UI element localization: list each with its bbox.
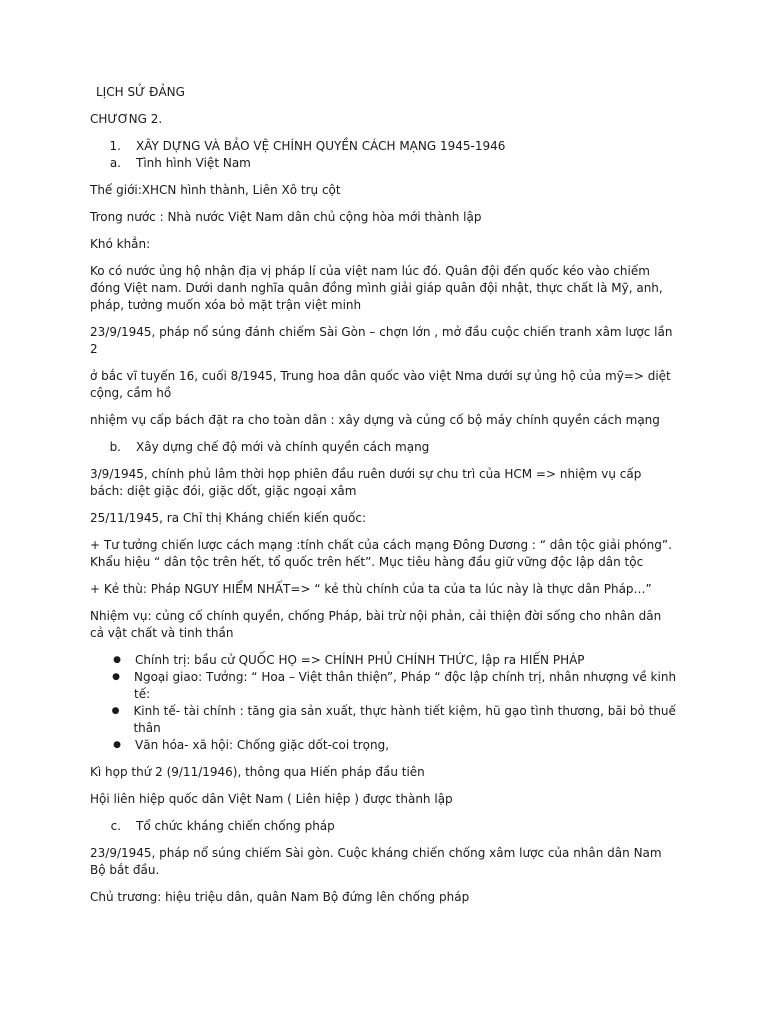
list-item bbox=[90, 737, 678, 754]
paragraph: nhiệm vụ cấp bách đặt ra cho toàn dân : xây dựng và củng cố bộ máy chính quyền cách mạng bbox=[90, 413, 660, 427]
bullet-list bbox=[90, 652, 678, 754]
paragraph: + Tư tưởng chiến lược cách mạng :tính chất của cách mạng Đông Dương : “ dân tộc giải phóng”. Khẩu hiệu “ dân tộc trên hết, tổ quốc trên hết”. Mục tiêu hàng đầu giữ vững độc lập dân tộc bbox=[90, 538, 672, 569]
list-item bbox=[90, 669, 678, 703]
bullet-icon: ● bbox=[111, 706, 120, 716]
subsection-heading-text: Tình hình Việt Nam bbox=[136, 156, 251, 170]
subsection-heading-text: Xây dựng chế độ mới và chính quyền cách mạng bbox=[136, 440, 430, 454]
chapter-heading: CHƯƠNG 2. bbox=[90, 112, 163, 126]
paragraph: 23/9/1945, pháp nổ súng đánh chiếm Sài Gòn – chợn lớn , mở đầu cuộc chiến tranh xâm lược lần 2 bbox=[90, 325, 673, 356]
paragraph: Ko có nước ủng hộ nhận địa vị pháp lí của việt nam lúc đó. Quân đội đến quốc kéo vào chiếm đóng Việt nam. Dưới danh nghĩa quân đồng mình giải giáp quân đội nhật, thực chất là Mỹ, anh, pháp, tưởng muốn xóa bỏ mặt trận việt minh bbox=[90, 264, 663, 312]
list-letter: c. bbox=[110, 819, 121, 833]
paragraph: + Kẻ thù: Pháp NGUY HIỂM NHẤT=> “ kẻ thù chính của ta của ta lúc này là thực dân Pháp…” bbox=[90, 582, 652, 596]
bullet-icon: ● bbox=[112, 672, 120, 682]
bullet-icon: ● bbox=[113, 740, 121, 750]
section-heading-text: XÂY DỰNG VÀ BẢO VỆ CHÍNH QUYỀN CÁCH MẠNG 1945-1946 bbox=[136, 139, 506, 153]
paragraph: 25/11/1945, ra Chỉ thị Kháng chiến kiến quốc: bbox=[90, 511, 366, 525]
list-letter: a. bbox=[109, 156, 121, 170]
paragraph: Khó khẳn: bbox=[90, 237, 151, 251]
list-number: 1. bbox=[109, 139, 121, 153]
list-item bbox=[90, 652, 678, 669]
paragraph: Hội liên hiệp quốc dân Việt Nam ( Liên hiệp ) được thành lập bbox=[90, 792, 453, 806]
list-letter: b. bbox=[109, 440, 121, 454]
subsection-heading-c bbox=[90, 818, 678, 835]
list-item-text: Chính trị: bầu cử QUỐC HỌ => CHÍNH PHỦ CHÍNH THỨC, lập ra HIẾN PHÁP bbox=[135, 653, 585, 667]
paragraph: Chủ trương: hiệu triệu dân, quân Nam Bộ đứng lên chống pháp bbox=[90, 890, 470, 904]
list-item-text: Ngoại giao: Tưởng: “ Hoa – Việt thân thiện”, Pháp “ độc lập chính trị, nhân nhượng về kinh tế: bbox=[134, 670, 677, 701]
subsection-heading-text: Tổ chức kháng chiến chống pháp bbox=[136, 819, 335, 833]
list-item-text: Văn hóa- xã hội: Chống giặc dốt-coi trọng, bbox=[135, 738, 390, 752]
subsection-heading-b bbox=[90, 439, 678, 456]
subsection-heading-a bbox=[90, 155, 678, 172]
list-item bbox=[90, 703, 678, 737]
paragraph: Nhiệm vụ: củng cố chính quyền, chống Pháp, bài trừ nội phản, cải thiện đời sống cho nhân dân cả vật chất và tinh thần bbox=[90, 609, 662, 640]
paragraph: Trong nước : Nhà nước Việt Nam dân chủ cộng hòa mới thành lập bbox=[90, 210, 482, 224]
paragraph: Thế giới:XHCN hình thành, Liên Xô trụ cột bbox=[90, 183, 341, 197]
document-title: LỊCH SỬ ĐẢNG bbox=[96, 85, 185, 99]
paragraph: Kì họp thứ 2 (9/11/1946), thông qua Hiến pháp đầu tiên bbox=[90, 765, 425, 779]
bullet-icon: ● bbox=[113, 655, 121, 665]
list-item-text: Kinh tế- tài chính : tăng gia sản xuất, thực hành tiết kiệm, hũ gạo tình thương, bãi bỏ thuế thân bbox=[133, 704, 676, 735]
paragraph: 3/9/1945, chính phủ lâm thời họp phiên đầu ruên dưới sự chu trì của HCM => nhiệm vụ cấp bách: diệt giặc đói, giặc dốt, giặc ngoại xâm bbox=[90, 467, 642, 498]
paragraph: ở bắc vĩ tuyến 16, cuối 8/1945, Trung hoa dân quốc vào việt Nma dưới sự ủng hộ của mỹ=> diệt cộng, cầm hồ bbox=[90, 369, 671, 400]
paragraph: 23/9/1945, pháp nổ súng chiếm Sài gòn. Cuộc kháng chiến chống xâm lược của nhân dân Nam Bộ bắt đầu. bbox=[90, 846, 662, 877]
section-heading-1 bbox=[90, 138, 678, 155]
